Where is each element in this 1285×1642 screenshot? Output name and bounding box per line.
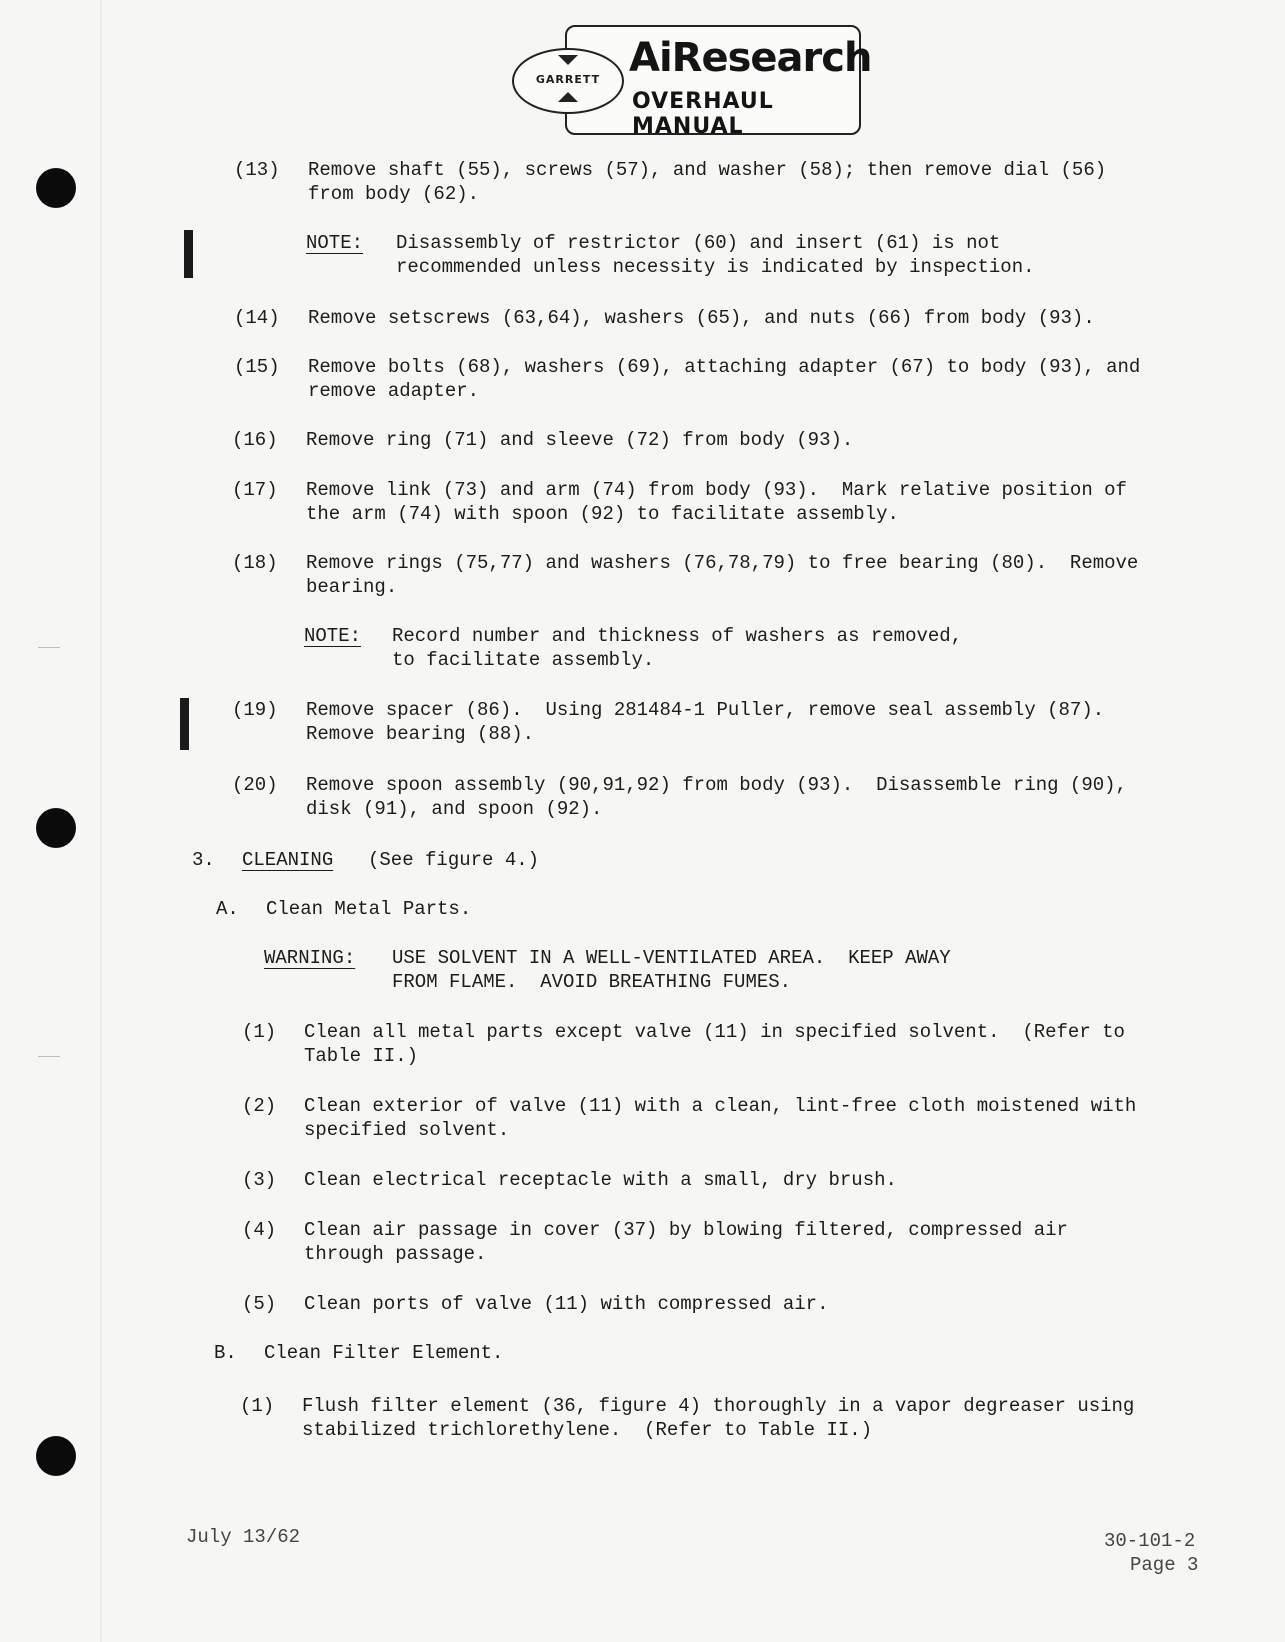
note-text: Disassembly of restrictor (60) and insert (61) is not — [396, 232, 1001, 254]
step-text: bearing. — [306, 576, 398, 598]
step-text: from body (62). — [308, 183, 480, 205]
section-reference: (See figure 4.) — [368, 849, 540, 871]
step-text: Remove shaft (55), screws (57), and washer (58); then remove dial (56) — [308, 159, 1107, 181]
subsection-letter: B. — [214, 1342, 237, 1364]
subsection-title: Clean Metal Parts. — [266, 898, 472, 920]
punch-hole-bottom — [36, 1436, 76, 1476]
step-text: Remove spoon assembly (90,91,92) from body (93). Disassemble ring (90), — [306, 774, 1127, 796]
step-text: the arm (74) with spoon (92) to facilitate assembly. — [306, 503, 899, 525]
step-number: (18) — [232, 552, 278, 574]
step-text: Remove bolts (68), washers (69), attaching adapter (67) to body (93), and — [308, 356, 1141, 378]
note-text: Record number and thickness of washers as removed, — [392, 625, 963, 647]
step-text: Clean exterior of valve (11) with a clean, lint-free cloth moistened with — [304, 1095, 1137, 1117]
step-number: (1) — [240, 1395, 275, 1417]
step-text: Remove link (73) and arm (74) from body (93). Mark relative position of — [306, 479, 1127, 501]
section-number: 3. — [192, 849, 215, 871]
subsection-letter: A. — [216, 898, 239, 920]
note-label: NOTE: — [306, 232, 364, 254]
step-number: (16) — [232, 429, 278, 451]
section-title: CLEANING — [242, 849, 334, 871]
step-text: Clean air passage in cover (37) by blowing filtered, compressed air — [304, 1219, 1068, 1241]
step-text: remove adapter. — [308, 380, 480, 402]
warning-text: FROM FLAME. AVOID BREATHING FUMES. — [392, 971, 792, 993]
step-text: Flush filter element (36, figure 4) thoroughly in a vapor degreaser using — [302, 1395, 1135, 1417]
step-text: Remove ring (71) and sleeve (72) from body (93). — [306, 429, 854, 451]
garrett-emblem — [512, 48, 624, 114]
note-label: NOTE: — [304, 625, 362, 647]
margin-tick — [38, 1056, 60, 1057]
warning-text: USE SOLVENT IN A WELL-VENTILATED AREA. KEEP AWAY — [392, 947, 951, 969]
step-number: (19) — [232, 699, 278, 721]
step-number: (4) — [242, 1219, 277, 1241]
step-number: (1) — [242, 1021, 277, 1043]
punch-hole-middle — [36, 808, 76, 848]
step-text: Remove setscrews (63,64), washers (65), and nuts (66) from body (93). — [308, 307, 1095, 329]
page-fold-shadow — [100, 0, 102, 1642]
emblem-text: GARRETT — [535, 73, 601, 86]
punch-hole-top — [36, 168, 76, 208]
margin-tick — [38, 647, 60, 648]
step-number: (14) — [234, 307, 280, 329]
note-text: to facilitate assembly. — [392, 649, 655, 671]
step-text: stabilized trichlorethylene. (Refer to Table II.) — [302, 1419, 873, 1441]
change-bar — [184, 230, 193, 278]
step-text: Table II.) — [304, 1045, 419, 1067]
subsection-title: Clean Filter Element. — [264, 1342, 504, 1364]
step-number: (15) — [234, 356, 280, 378]
triangle-down-icon — [558, 55, 578, 65]
step-text: Clean all metal parts except valve (11) in specified solvent. (Refer to — [304, 1021, 1125, 1043]
step-number: (2) — [242, 1095, 277, 1117]
logo-brand: AiResearch — [629, 35, 872, 81]
step-number: (13) — [234, 159, 280, 181]
step-number: (3) — [242, 1169, 277, 1191]
step-text: through passage. — [304, 1243, 487, 1265]
step-number: (17) — [232, 479, 278, 501]
step-text: Remove rings (75,77) and washers (76,78,79) to free bearing (80). Remove — [306, 552, 1139, 574]
footer-date: July 13/62 — [186, 1526, 301, 1548]
note-text: recommended unless necessity is indicated by inspection. — [396, 256, 1035, 278]
step-text: disk (91), and spoon (92). — [306, 798, 603, 820]
footer-page-number: Page 3 — [1130, 1554, 1199, 1576]
step-text: Remove bearing (88). — [306, 723, 535, 745]
step-text: Remove spacer (86). Using 281484-1 Puller, remove seal assembly (87). — [306, 699, 1105, 721]
step-text: Clean electrical receptacle with a small, dry brush. — [304, 1169, 897, 1191]
step-number: (20) — [232, 774, 278, 796]
step-number: (5) — [242, 1293, 277, 1315]
footer-doc-number: 30-101-2 — [1104, 1530, 1196, 1552]
step-text: Clean ports of valve (11) with compressed air. — [304, 1293, 829, 1315]
logo-subtitle: OVERHAUL MANUAL — [632, 89, 774, 139]
warning-label: WARNING: — [264, 947, 356, 969]
step-text: specified solvent. — [304, 1119, 510, 1141]
triangle-up-icon — [558, 92, 578, 102]
change-bar — [180, 698, 189, 750]
